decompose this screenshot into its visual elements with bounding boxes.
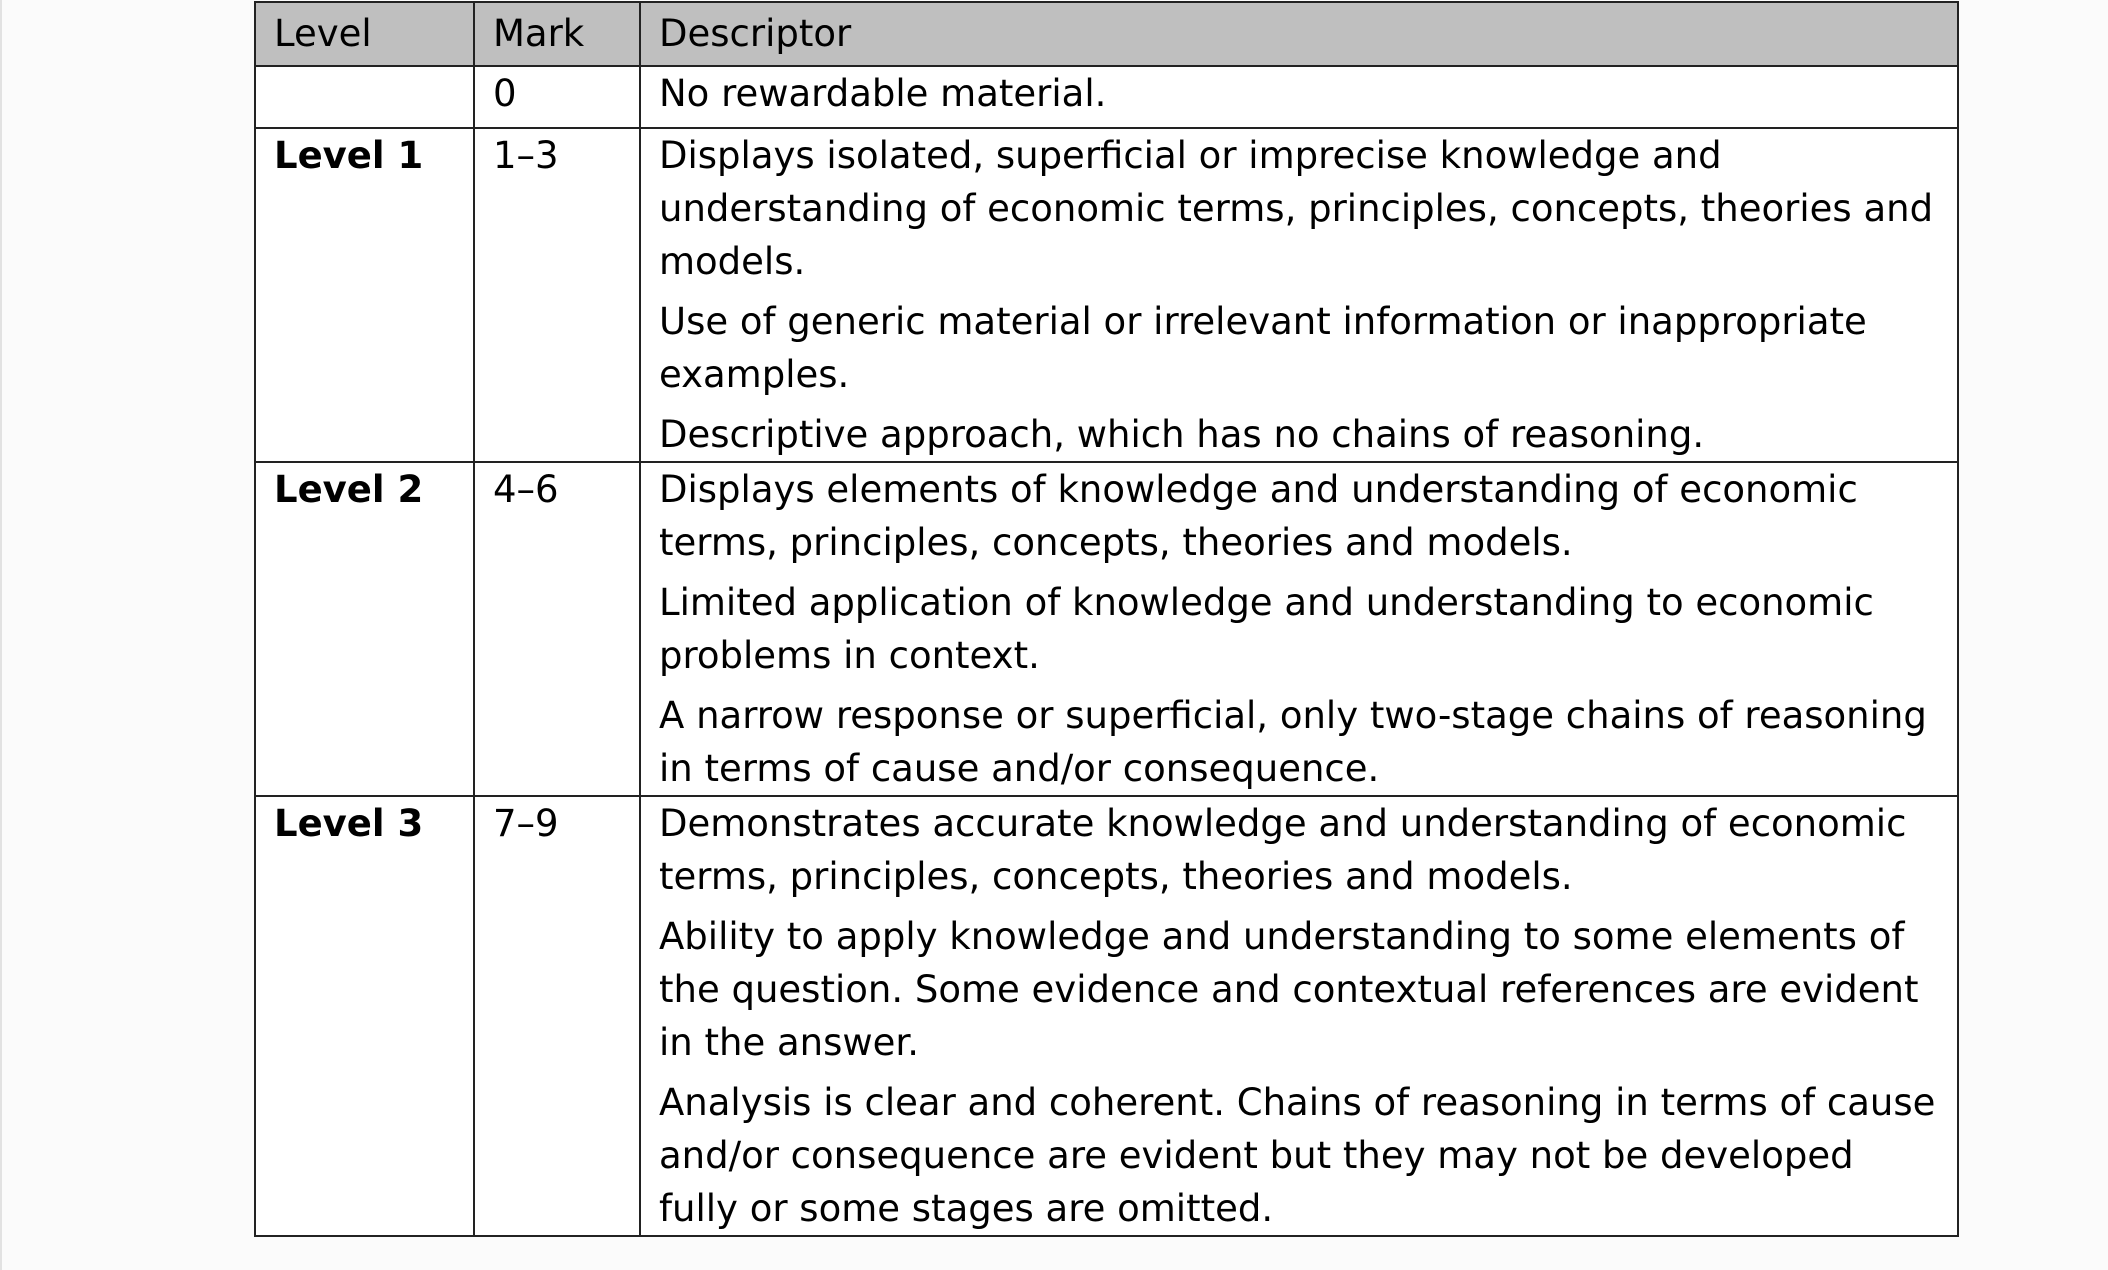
- mark-cell: 4–6: [474, 462, 640, 796]
- page-edge: [0, 0, 2, 1270]
- table-row-zero: [255, 66, 1958, 128]
- table-row-level-3: [255, 796, 1958, 1236]
- levels-mark-scheme-table: [254, 1, 1959, 1237]
- level-cell: Level 3: [255, 796, 474, 1236]
- descriptor-text: Limited application of knowledge and understanding to economic problems in context.: [659, 581, 1874, 677]
- descriptor-text: Displays elements of knowledge and understanding of economic terms, principles, concepts, theories and models.: [659, 468, 1858, 564]
- descriptor-cell: [640, 462, 1958, 796]
- level-cell: Level 1: [255, 128, 474, 462]
- level-cell: [255, 66, 474, 128]
- descriptor-text: Analysis is clear and coherent. Chains of reasoning in terms of cause and/or consequence are evident but they may not be developed fully or some stages are omitted.: [659, 1081, 1936, 1230]
- level-column-header: Level: [255, 2, 474, 66]
- descriptor-cell: [640, 796, 1958, 1236]
- table-row-level-1: [255, 128, 1958, 462]
- descriptor-cell: No rewardable material.: [640, 66, 1958, 128]
- descriptor-column-header: Descriptor: [640, 2, 1958, 66]
- descriptor-text: Displays isolated, superficial or imprecise knowledge and understanding of economic terms, principles, concepts, theories and models.: [659, 134, 1934, 283]
- descriptor-text: Ability to apply knowledge and understanding to some elements of the question. Some evidence and contextual references are evident in the answer.: [659, 915, 1919, 1064]
- descriptor-text: Descriptive approach, which has no chains of reasoning.: [659, 413, 1705, 456]
- descriptor-text: Demonstrates accurate knowledge and understanding of economic terms, principles, concepts, theories and models.: [659, 802, 1907, 898]
- mark-cell: 7–9: [474, 796, 640, 1236]
- header-row: [255, 2, 1958, 66]
- descriptor-text: Use of generic material or irrelevant information or inappropriate examples.: [659, 300, 1867, 396]
- descriptor-cell: [640, 128, 1958, 462]
- table-row-level-2: [255, 462, 1958, 796]
- descriptor-text: A narrow response or superficial, only two-stage chains of reasoning in terms of cause and/or consequence.: [659, 694, 1927, 790]
- level-cell: Level 2: [255, 462, 474, 796]
- mark-cell: 0: [474, 66, 640, 128]
- mark-cell: 1–3: [474, 128, 640, 462]
- mark-column-header: Mark: [474, 2, 640, 66]
